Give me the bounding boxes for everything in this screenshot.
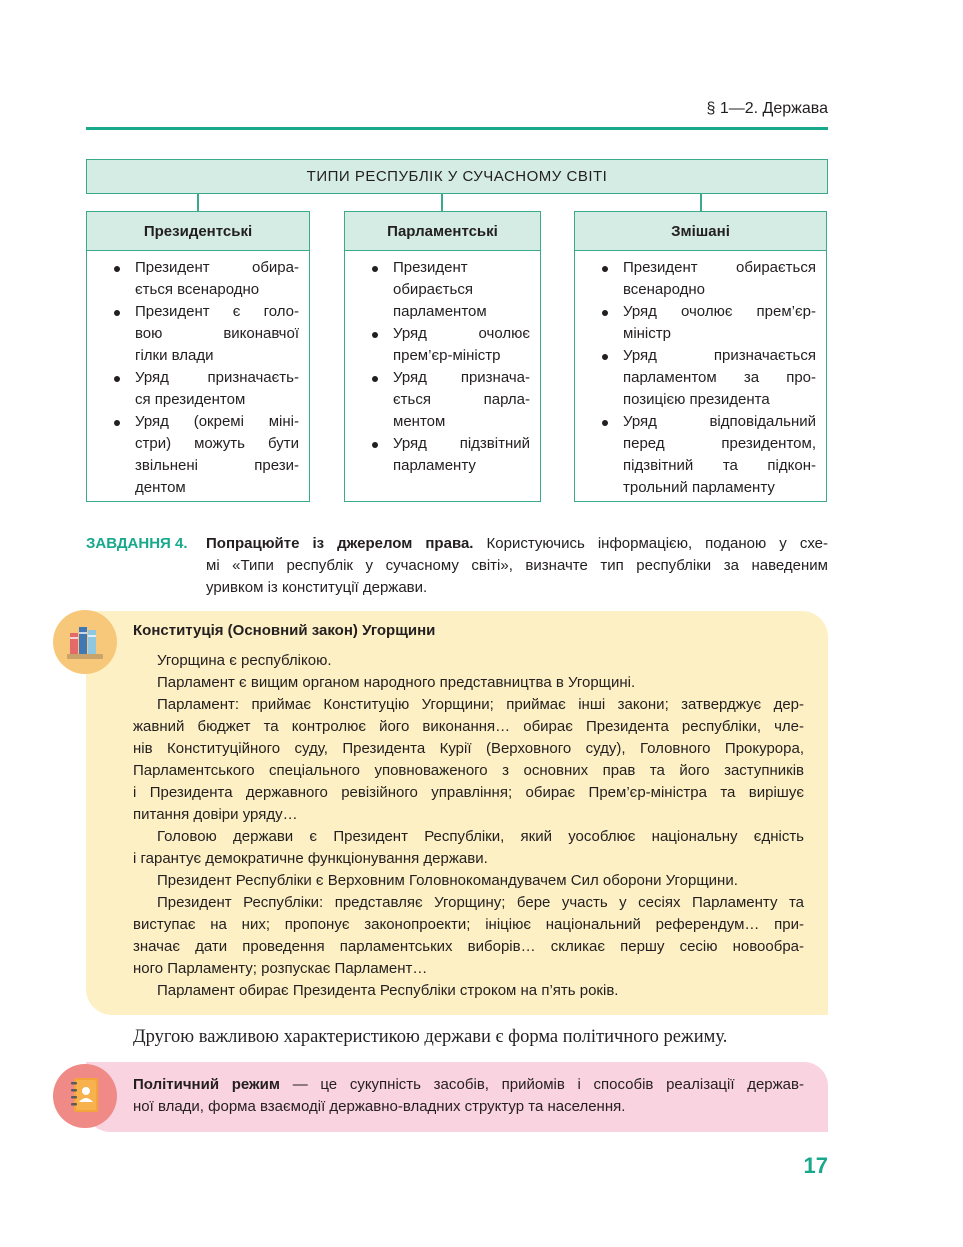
list-item-line: дентом (135, 479, 186, 496)
list-item-line: всенародно (623, 281, 706, 298)
column-mixed (574, 211, 827, 502)
source-line: виступає на них; пропонує законопроекти; ініціює національний референдум… при- (133, 916, 804, 933)
source-line: Президент Республіки: представляє Угорщину; бере участь у сесіях Парламенту та (157, 894, 804, 911)
connector-line (441, 193, 443, 211)
source-line: Парламент обирає Президента Республіки строком на п’ять років. (157, 982, 619, 999)
source-line: значає дати проведення парламентських виборів… скликає першу сесію новообра- (133, 938, 804, 955)
list-item-line: Уряд очолює (393, 325, 530, 342)
task-text (206, 533, 828, 599)
page-number: 17 (803, 1153, 828, 1178)
list-item (599, 257, 816, 301)
definition-text (133, 1074, 804, 1118)
source-line: Головою держави є Президент Республіки, який уособлює національну єдність (157, 828, 804, 845)
definition-line (133, 1074, 804, 1096)
list-item (111, 301, 299, 367)
source-line: нів Конституційного суду, Президента Курії (Верховного суду), Головного Прокурора, (133, 740, 804, 757)
task-bold: Попрацюйте із джерелом права. (206, 535, 474, 552)
list-item-line: Уряд підзвітний (393, 435, 530, 452)
list-item-line: ментом (393, 413, 446, 430)
list-item-line: позицією президента (623, 391, 770, 408)
source-line: і гарантує демократичне функціонування держави. (133, 850, 488, 867)
source-line: і Президента державного ревізійного управління; обирає Прем’єр-міністра та вирішує (133, 784, 804, 801)
list-item-line: ється всенародно (135, 281, 260, 298)
column-list (575, 251, 826, 499)
source-line: ного Парламенту; розпускає Парламент… (133, 960, 428, 977)
source-line: Парламент є вищим органом народного представництва в Угорщині. (157, 674, 636, 691)
definition-line: ної влади, форма взаємодії державно-владних структур та населення. (133, 1098, 626, 1115)
list-item (599, 411, 816, 499)
definition-term: Політичний режим (133, 1076, 280, 1093)
diagram-title: ТИПИ РЕСПУБЛІК У СУЧАСНОМУ СВІТІ (86, 159, 828, 194)
list-item-line: парламентом за про- (623, 369, 816, 386)
list-item (369, 323, 530, 367)
list-item (599, 345, 816, 411)
running-head: § 1—2. Держава (706, 100, 828, 117)
definition-rest: — це сукупність засобів, прийомів і способів реалізації держав- (280, 1076, 804, 1093)
source-line: Президент Республіки є Верховним Головнокомандувачем Сил оборони Угорщини. (157, 872, 738, 889)
list-item (111, 411, 299, 499)
list-item-line: Президент обира- (135, 259, 299, 276)
list-item (369, 367, 530, 433)
list-item-line: Президент обирається (623, 259, 816, 276)
list-item (599, 301, 816, 345)
list-item (369, 433, 530, 477)
body-sentence: Другою важливою характеристикою держави є форма політичного режиму. (133, 1027, 728, 1047)
list-item-line: трольний парламенту (623, 479, 775, 496)
list-item-line: Уряд признача- (393, 369, 530, 386)
column-parliamentary (344, 211, 541, 502)
list-item-line: звільнені прези- (135, 457, 299, 474)
list-item-line: Уряд очолює прем’єр- (623, 303, 816, 320)
list-item-line: Президент є голо- (135, 303, 299, 320)
list-item (111, 367, 299, 411)
list-item-line: Уряд призначається (623, 347, 816, 364)
source-line: Парламентського спеціального уповноваженого з основних прав та його заступників (133, 762, 804, 779)
task-line: мі «Типи республік у сучасному світі», визначте тип республіки за наведеним (206, 557, 828, 574)
list-item-line: Уряд відповідальний (623, 413, 816, 430)
list-item-line: Президент (393, 259, 468, 276)
list-item-line: Уряд призначаєть- (135, 369, 299, 386)
notebook-icon (53, 1064, 117, 1128)
source-line: питання довіри уряду… (133, 806, 298, 823)
column-presidential (86, 211, 310, 502)
source-title: Конституція (Основний закон) Угорщини (133, 622, 436, 639)
source-line: Парламент: приймає Конституцію Угорщини; приймає інші закони; затверджує дер- (157, 696, 804, 713)
list-item-line: підзвітний та підкон- (623, 457, 816, 474)
list-item-line: прем’єр-міністр (393, 347, 501, 364)
books-icon (53, 610, 117, 674)
task-line: уривком із конституції держави. (206, 579, 428, 596)
list-item-line: Уряд (окремі міні- (135, 413, 299, 430)
source-line: жавний бюджет та контролює його виконання… обирає Президента республіки, чле- (133, 718, 804, 735)
task-line-text: Користуючись інформацією, поданою у схе- (486, 535, 829, 552)
list-item-line: обирається (393, 281, 473, 298)
list-item (369, 257, 530, 323)
list-item-line: гілки влади (135, 347, 214, 364)
list-item-line: вою виконавчої (135, 325, 299, 342)
list-item-line: ся президентом (135, 391, 246, 408)
list-item-line: парламенту (393, 457, 476, 474)
list-item-line: ється парла- (393, 391, 530, 408)
list-item-line: міністр (623, 325, 671, 342)
column-heading: Парламентські (345, 212, 540, 251)
list-item-line: перед президентом, (623, 435, 816, 452)
connector-line (700, 193, 702, 211)
column-list (87, 251, 309, 499)
task-label: ЗАВДАННЯ 4. (86, 535, 188, 552)
list-item-line: стри) можуть бути (135, 435, 299, 452)
source-text (133, 650, 804, 1002)
column-heading: Президентські (87, 212, 309, 251)
column-list (345, 251, 540, 477)
connector-line (197, 193, 199, 211)
header-rule (86, 127, 828, 130)
list-item (111, 257, 299, 301)
task-line (206, 533, 828, 555)
list-item-line: парламентом (393, 303, 487, 320)
column-heading: Змішані (575, 212, 826, 251)
source-line: Угорщина є республікою. (157, 652, 332, 669)
